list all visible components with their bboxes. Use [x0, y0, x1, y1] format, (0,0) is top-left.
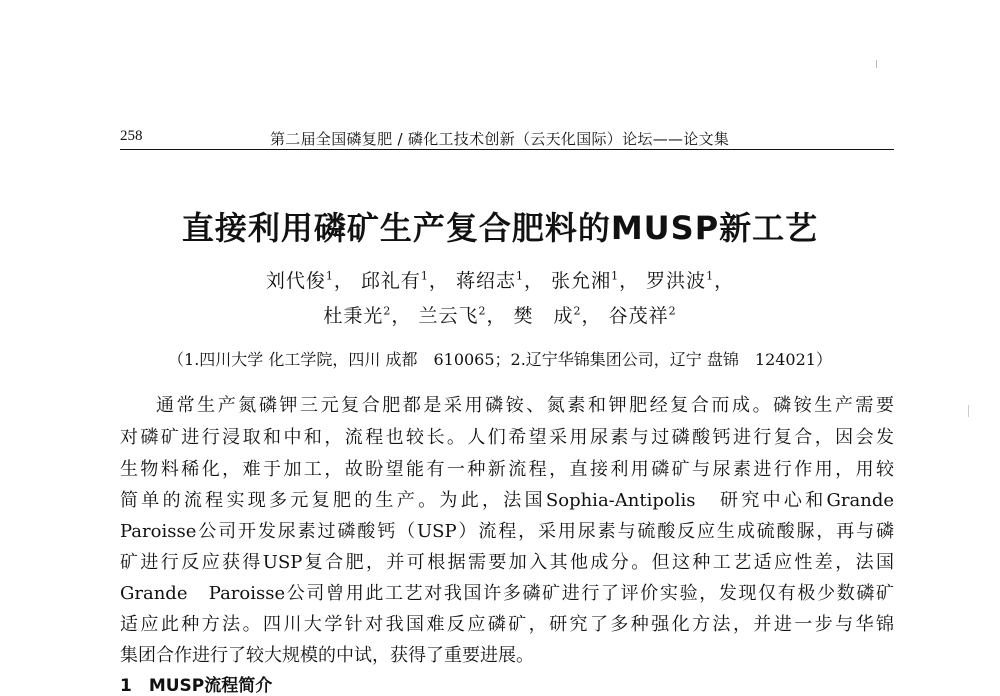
author-affil-mark: 1 — [420, 269, 429, 283]
body-text-line: 适应此种方法。四川大学针对我国难反应磷矿，研究了多种强化方法，并进一步与华锦 — [120, 614, 894, 635]
author-name: 杜秉光 — [323, 305, 384, 327]
body-text-line: 集团合作进行了较大规模的中试，获得了重要进展。 — [120, 645, 534, 666]
body-text-line: 通常生产氮磷钾三元复合肥都是采用磷铵、氮素和钾肥经复合而成。磷铵生产需要 — [156, 395, 894, 416]
author-name: 樊 成 — [513, 305, 574, 327]
author-separator: ， — [428, 270, 449, 292]
section-heading: 1 MUSP流程简介 — [120, 676, 273, 696]
author-separator: ， — [714, 270, 735, 292]
author-name: 蒋绍志 — [455, 270, 516, 292]
author-name: 罗洪波 — [646, 270, 707, 292]
author-name: 邱礼有 — [360, 270, 421, 292]
author-separator: ， — [619, 270, 640, 292]
author-separator: ， — [333, 270, 354, 292]
author-affil-mark: 1 — [516, 269, 524, 283]
header-rule — [120, 149, 894, 150]
affiliation: （1.四川大学 化工学院，四川 成都 610065；2.辽宁华锦集团公司，辽宁 盘锦 124021） — [168, 350, 832, 369]
author-name: 张允湘 — [551, 270, 612, 292]
body-text-line: 生物料稀化，难于加工，故盼望能有一种新流程，直接利用磷矿与尿素进行作用，用较 — [120, 459, 894, 480]
author-name: 谷茂祥 — [608, 305, 669, 327]
author-affil-mark: 2 — [478, 304, 487, 318]
author-affil-mark: 1 — [611, 269, 620, 283]
author-affil-mark: 1 — [706, 269, 715, 283]
scan-mark — [876, 60, 877, 68]
running-title: 第二届全国磷复肥 / 磷化工技术创新（云天化国际）论坛——论文集 — [270, 130, 730, 148]
paper-title: 直接利用磷矿生产复合肥料的MUSP新工艺 — [181, 209, 819, 247]
running-header — [120, 128, 894, 150]
author-separator: ， — [486, 305, 507, 327]
scan-mark — [968, 405, 969, 417]
author-line-1 — [0, 266, 1000, 293]
author-affil-mark: 2 — [573, 304, 582, 318]
author-name: 兰云飞 — [418, 305, 479, 327]
author-separator: ， — [581, 305, 602, 327]
body-text-line: 矿进行反应获得USP复合肥，并可根据需要加入其他成分。但这种工艺适应性差，法国 — [120, 552, 894, 573]
author-separator: ， — [524, 270, 545, 292]
body-text-line: 对磷矿进行浸取和中和，流程也较长。人们希望采用尿素与过磷酸钙进行复合，因会发 — [120, 427, 894, 448]
author-affil-mark: 2 — [668, 304, 677, 318]
author-affil-mark: 2 — [383, 304, 392, 318]
body-text-line: Grande Paroisse公司曾用此工艺对我国许多磷矿进行了评价实验，发现仅有极少数磷矿 — [120, 583, 894, 604]
body-text-line: 简单的流程实现多元复肥的生产。为此，法国Sophia-Antipolis 研究中心和Grande — [120, 490, 894, 511]
author-affil-mark: 1 — [325, 269, 334, 283]
page-number: 258 — [120, 128, 143, 144]
body-text-line: Paroisse公司开发尿素过磷酸钙（USP）流程，采用尿素与硫酸反应生成硫酸脲，再与磷 — [120, 521, 894, 542]
author-name: 刘代俊 — [265, 270, 326, 292]
author-separator: ， — [391, 305, 412, 327]
author-line-2 — [0, 301, 1000, 328]
